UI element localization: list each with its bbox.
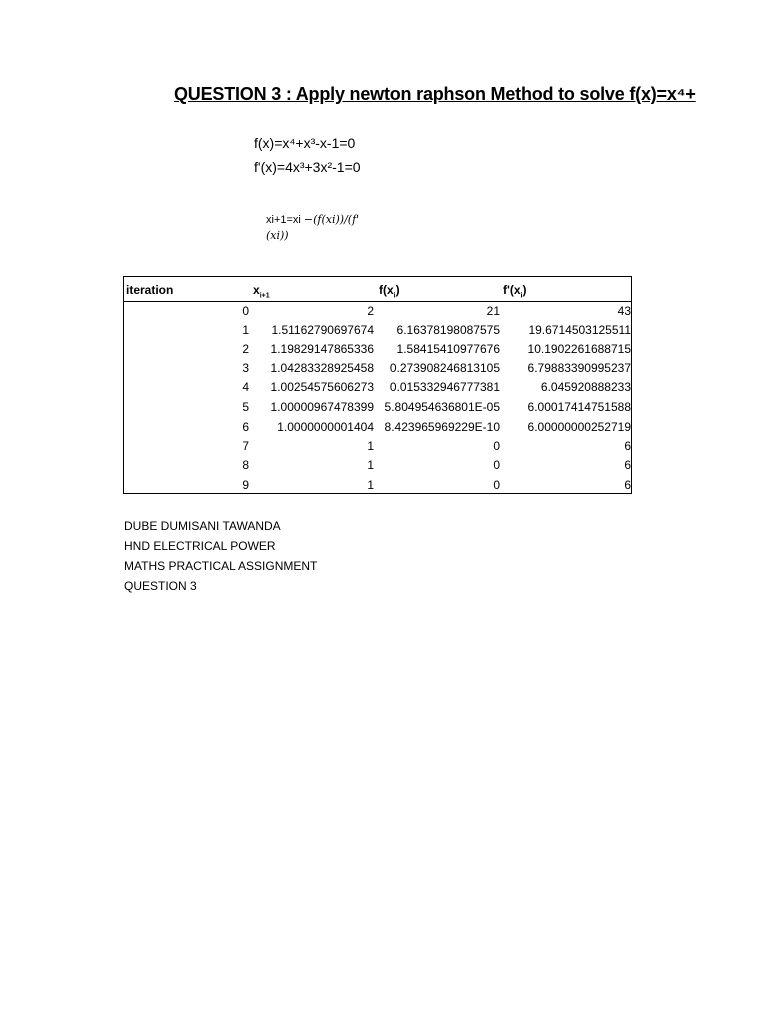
cell-iteration: 8 [242,458,249,472]
function-equation: f(x)=x⁴+x³-x-1=0 [254,135,356,151]
author-name: DUBE DUMISANI TAWANDA [124,519,281,533]
cell-iteration: 3 [242,361,249,375]
cell-dfx: 19.6714503125511 [528,323,631,337]
header-fx [379,283,400,299]
table-row [124,342,631,361]
table-row [124,458,631,477]
cell-dfx: 6 [624,478,631,492]
cell-iteration: 1 [242,323,249,337]
header-dfx-close: ) [522,283,527,297]
header-iteration: iteration [126,283,174,297]
question-label: QUESTION 3 [124,579,197,593]
cell-fx: 0.015332946777381 [389,380,500,394]
cell-dfx: 43 [617,304,631,318]
cell-fx: 0 [493,439,500,453]
table-row [124,439,631,458]
assignment-name: MATHS PRACTICAL ASSIGNMENT [124,559,318,573]
formula-prefix: xi+1=xi [266,214,301,226]
cell-dfx: 10.1902261688715 [527,342,631,356]
header-fx-close: ) [395,283,400,297]
header-dfx [503,283,526,299]
cell-x: 1 [367,478,374,492]
iteration-table [123,276,632,494]
cell-x: 1.0000000001404 [277,420,374,434]
header-divider [124,301,631,302]
cell-fx: 0 [493,458,500,472]
cell-dfx: 6.00000000252719 [527,420,631,434]
header-fx-sub: i [393,292,396,300]
author-info [124,516,317,596]
cell-x: 1.04283328925458 [270,361,374,375]
cell-dfx: 6 [624,458,631,472]
cell-x: 1 [367,458,374,472]
table-row [124,380,631,399]
derivative-equation: f'(x)=4x³+3x²-1=0 [254,159,361,175]
table-row [124,361,631,380]
cell-x: 1.51162790697674 [271,323,374,337]
table-row [124,304,631,323]
cell-dfx: 6.00017414751588 [527,400,631,414]
table-row [124,323,631,342]
cell-fx: 21 [486,304,500,318]
formula-math-line2: (xi)) [266,229,289,242]
cell-fx: 1.58415410977676 [396,342,500,356]
table-row [124,478,631,497]
table-row [124,400,631,419]
cell-dfx: 6.79883390995237 [527,361,631,375]
cell-iteration: 2 [242,342,249,356]
header-x [253,283,270,299]
cell-x: 1.00254575606273 [270,380,374,394]
cell-fx: 6.16378198087575 [396,323,500,337]
header-dfx-base: f'(x [503,283,521,297]
header-x-sub: i+1 [259,292,270,300]
header-fx-base: f(x [379,283,394,297]
cell-iteration: 9 [242,478,249,492]
cell-iteration: 0 [242,304,249,318]
newton-formula [266,212,359,244]
cell-x: 1.00000967478399 [270,400,374,414]
course-name: HND ELECTRICAL POWER [124,539,276,553]
cell-x: 2 [367,304,374,318]
cell-iteration: 4 [242,380,249,394]
cell-fx: 0 [493,478,500,492]
header-x-base: x [253,283,260,297]
formula-math-line1: −(f(xi))/(f' [303,213,360,226]
cell-iteration: 5 [242,400,249,414]
cell-dfx: 6 [624,439,631,453]
header-dfx-sub: i [520,292,523,300]
cell-fx: 5.804954636801E-05 [384,400,500,414]
cell-x: 1.19829147865336 [270,342,374,356]
table-row [124,420,631,439]
cell-x: 1 [367,439,374,453]
cell-fx: 8.423965969229E-10 [384,420,500,434]
cell-dfx: 6.045920888233 [540,380,631,394]
page-title: QUESTION 3 : Apply newton raphson Method to solve f(x)=x⁴+ [174,84,696,104]
cell-iteration: 6 [242,420,249,434]
cell-fx: 0.273908246813105 [389,361,500,375]
cell-iteration: 7 [242,439,249,453]
